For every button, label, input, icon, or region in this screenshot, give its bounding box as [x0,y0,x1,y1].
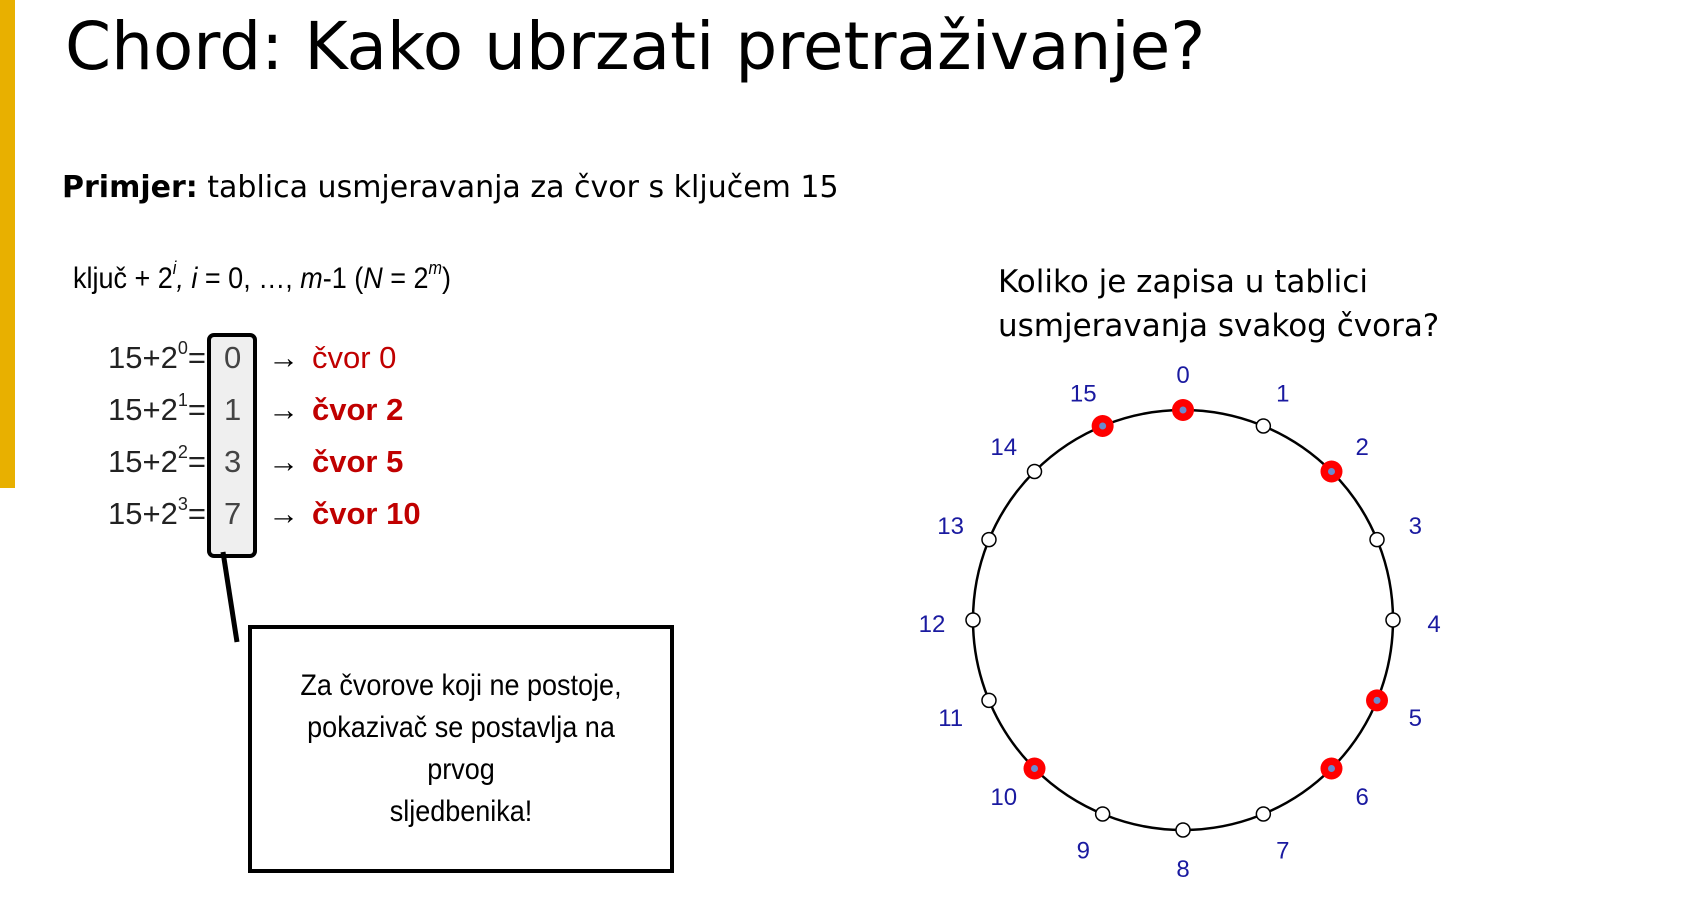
row-target-node: čvor 2 [312,392,404,427]
ring-node-9 [1096,807,1110,821]
row-target-node: čvor 10 [312,496,421,531]
formula-exponent: m [428,258,442,278]
ring-node-center-15 [1099,422,1106,429]
ring-node-4 [1386,613,1400,627]
ring-label-0: 0 [1176,362,1190,389]
callout-pointer [223,552,237,642]
ring-label-3: 3 [1408,513,1423,541]
ring-label-14: 14 [990,433,1018,461]
ring-node-11 [982,693,996,707]
formula-var: m [300,262,323,295]
ring-node-1 [1256,419,1270,433]
subtitle-text: tablica usmjeravanja za čvor s ključem 15 [197,170,839,205]
ring-label-9: 9 [1076,837,1090,865]
arrow-icon: → [268,444,299,479]
formula-part: -1 ( [322,262,364,295]
slide-title: Chord: Kako ubrzati pretraživanje? [65,8,1206,85]
ring-label-13: 13 [937,513,965,541]
formula-part: , [176,262,192,295]
formula-part: ključ + 2 [73,262,173,295]
callout-line: pokazivač se postavlja na prvog [307,711,615,786]
formula-exponent: i [172,258,177,278]
row-value: 3 [224,444,242,479]
ring-node-12 [966,613,980,627]
row-value: 1 [224,392,242,427]
ring-label-11: 11 [938,704,964,732]
arrow-icon: → [268,340,299,375]
row-target-node: čvor 0 [312,340,397,375]
ring-label-8: 8 [1176,856,1190,883]
formula-var: N [363,262,383,295]
row-expression: $15+2^2=$ [108,442,206,479]
question-line: usmjeravanja svakog čvora? [998,308,1440,344]
question-line: Koliko je zapisa u tablici [998,264,1368,300]
ring-node-center-2 [1328,468,1335,475]
ring-node-13 [982,533,996,547]
ring-label-7: 7 [1276,837,1290,865]
ring-node-center-0 [1180,407,1187,414]
ring-node-center-10 [1031,765,1038,772]
formula-part: = 2 [382,262,429,295]
ring-node-3 [1370,533,1384,547]
row-target-node: čvor 5 [312,444,404,479]
ring-label-2: 2 [1355,433,1369,461]
ring-label-6: 6 [1355,784,1369,812]
callout-line: sljedbenika! [389,795,533,828]
row-expression: $15+2^1=$ [108,390,206,427]
ring-node-14 [1028,465,1042,479]
callout-box [248,625,674,873]
ring-node-8 [1176,823,1190,837]
ring-node-7 [1256,807,1270,821]
row-expression: $15+2^0=$ [108,338,206,375]
ring-node-center-6 [1328,765,1335,772]
ring-label-1: 1 [1276,380,1290,408]
formula-part: = 0, …, [197,262,301,295]
formula-var: i [191,262,198,295]
subtitle-bold: Primjer: [62,170,198,205]
ring-label-15: 15 [1069,380,1097,408]
row-expression: $15+2^3=$ [108,494,206,531]
row-value: 0 [224,340,242,375]
ring-label-4: 4 [1427,611,1441,638]
formula-part: ) [442,262,451,295]
arrow-icon: → [268,392,299,427]
ring-label-12: 12 [918,611,946,638]
callout-line: Za čvorove koji ne postoje, [300,669,622,702]
ring-label-5: 5 [1408,704,1423,732]
ring-label-10: 10 [990,784,1018,812]
arrow-icon: → [268,496,299,531]
row-value: 7 [224,496,242,531]
ring-node-center-5 [1374,697,1381,704]
